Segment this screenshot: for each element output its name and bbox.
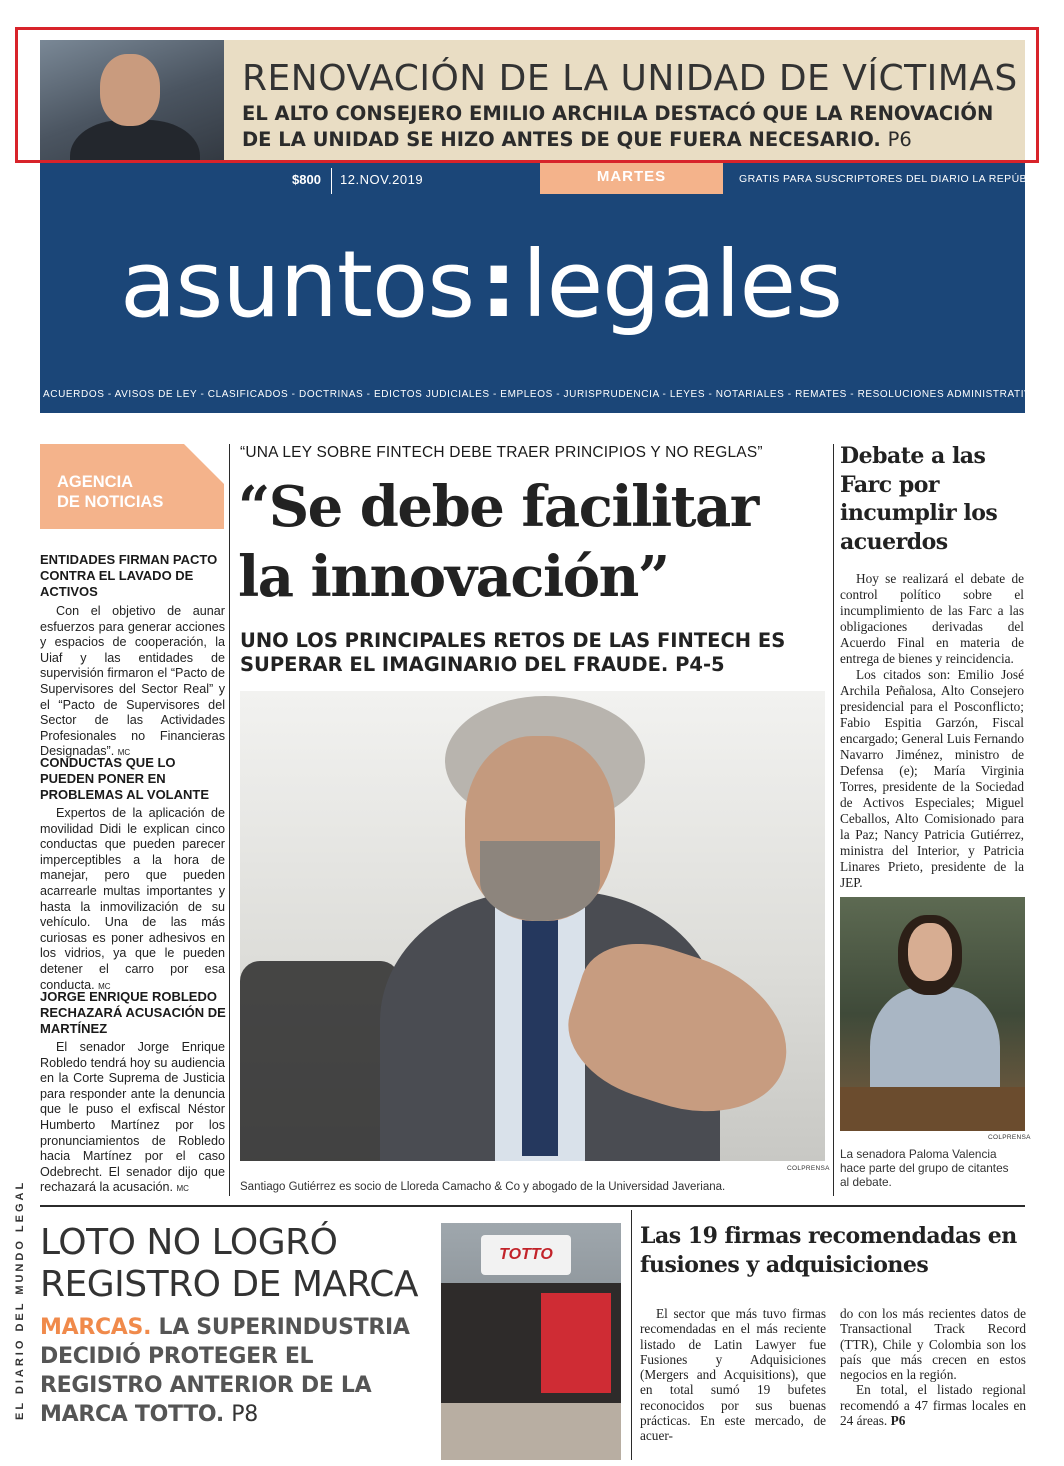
subscriber-note: GRATIS PARA SUSCRIPTORES DEL DIARIO LA REPÚBLICA: [739, 173, 1052, 185]
firms-paragraph: do con los más recientes datos de Transactional Track Record (TTR), Chile y Colombia son los país que más crecen en estos negocios en la región.: [840, 1306, 1026, 1383]
photo-credit: COLPRENSA: [988, 1134, 1031, 1141]
column-rule: [631, 1210, 632, 1460]
column-rule: [833, 444, 834, 1196]
loto-page-ref: P8: [231, 1402, 258, 1427]
agency-label: [57, 472, 207, 512]
logo-colon: :: [480, 231, 517, 338]
store-sign: TOTTO: [481, 1235, 571, 1275]
side-tagline: EL DIARIO DEL MUNDO LEGAL: [14, 1179, 26, 1420]
teaser-title[interactable]: RENOVACIÓN DE LA UNIDAD DE VÍCTIMAS: [242, 58, 1018, 99]
brief-signature: MC: [176, 1184, 189, 1194]
firms-headline[interactable]: Las 19 firmas recomendadas en fusiones y adquisiciones: [640, 1223, 1017, 1278]
lead-deck[interactable]: UNO LOS PRINCIPALES RETOS DE LAS FINTECH ES SUPERAR EL IMAGINARIO DEL FRAUDE. P4-5: [240, 629, 786, 676]
firms-page-ref: P6: [890, 1413, 906, 1429]
farc-headline[interactable]: Debate a las Farc por incumplir los acuerdos: [840, 443, 998, 555]
brief-headline[interactable]: CONDUCTAS QUE LO PUEDEN PONER EN PROBLEMAS AL VOLANTE: [40, 755, 210, 802]
weekday-badge: MARTES: [540, 163, 723, 194]
brief-body-text: El senador Jorge Enrique Robledo tendrá hoy su audiencia en la Corte Suprema de Justicia para responder ante la denuncia que le puso el exfiscal Néstor Humberto Martínez por los pronunciamientos de Robledo hacia Martínez por el caso Odebrecht. El senador dijo que rechazará la acusación.: [40, 1040, 225, 1195]
logo-word-asuntos: asuntos: [120, 231, 475, 338]
column-rule: [229, 444, 230, 1196]
farc-caption: La senadora Paloma Valencia hace parte del grupo de citantes al debate.: [840, 1147, 1009, 1189]
issue-date: 12.NOV.2019: [340, 172, 424, 187]
farc-paragraph: Los citados son: Emilio José Archila Peñalosa, Alto Consejero presidencial para el Posconflicto; Fabio Espitia Garzón, Fiscal encargado; General Luis Fernando Navarro Jiménez, ministro de Defensa (e); María Virginia Torres, presidente de la Sociedad de Activos Especiales; Miguel Ceballos, Alto Comisionado para la Paz; Nancy Patricia Gutiérrez, ministra del Interior, y Patricia Linares Prieto, presidente de la JEP.: [840, 667, 1024, 890]
teaser-page-ref[interactable]: P6: [887, 128, 912, 151]
firms-paragraph: [840, 1382, 1026, 1428]
brief-signature: MC: [98, 981, 111, 991]
brief-headline[interactable]: ENTIDADES FIRMAN PACTO CONTRA EL LAVADO DE ACTIVOS: [40, 552, 218, 599]
brief-body-text: Con el objetivo de aunar esfuerzos para generar acciones y espacios de cooperación, la Uiaf y las entidades de supervisión firmaron el “Pacto de Supervisores del Sector Real” y el “Pacto de Supervisores del Sector de las Actividades Profesionales no Financieras Designadas”.: [40, 604, 225, 759]
brief-body: [40, 1040, 225, 1197]
firms-paragraph-text: En total, el listado regional recomendó a 47 firmas locales en 24 áreas.: [840, 1382, 1026, 1429]
firms-column-2: [840, 1306, 1026, 1428]
loto-headline[interactable]: LOTO NO LOGRÓ REGISTRO DE MARCA: [40, 1222, 418, 1305]
highlight-frame: [15, 27, 1039, 163]
brief-signature: MC: [117, 748, 131, 758]
brief-headline[interactable]: JORGE ENRIQUE ROBLEDO RECHAZARÁ ACUSACIÓN DE MARTÍNEZ: [40, 989, 226, 1036]
brief-body-text: Expertos de la aplicación de movilidad Didi le explican cinco conductas que pueden parecer imperceptibles a la hora de manejar, pero que pueden acarrearle multas importantes y hasta la inmovilización de su vehículo. Una de las más curiosas es poner adhesivos en los vidrios, ya que le pueden detener el carro por esa conducta.: [40, 806, 225, 992]
photo-credit: COLPRENSA: [787, 1165, 830, 1172]
section-divider: [40, 1205, 1025, 1207]
loto-subhead-text: LA SUPERINDUSTRIA DECIDIÓ PROTEGER EL REGISTRO ANTERIOR DE LA MARCA TOTTO.: [40, 1315, 410, 1427]
teaser-subtitle-text: EL ALTO CONSEJERO EMILIO ARCHILA DESTACÓ QUE LA RENOVACIÓN DE LA UNIDAD SE HIZO ANTES DE QUE FUERA NECESARIO.: [242, 102, 994, 151]
agency-label-line2: DE NOTICIAS: [57, 493, 164, 511]
farc-paragraph: Hoy se realizará el debate de control político sobre el incumplimiento de las Farc a las obligaciones derivadas del Acuerdo Final en materia de entrega de bienes y reincidencia.: [840, 571, 1024, 666]
store-photo[interactable]: [441, 1223, 621, 1460]
agency-label-line1: AGENCIA: [57, 473, 134, 491]
brief-body: [40, 604, 225, 761]
logo-word-legales: legales: [522, 231, 843, 338]
lead-photo[interactable]: [240, 691, 825, 1161]
lead-kicker: “UNA LEY SOBRE FINTECH DEBE TRAER PRINCIPIOS Y NO REGLAS”: [240, 444, 763, 461]
price: $800: [292, 172, 321, 187]
lead-headline[interactable]: “Se debe facilitar la innovación”: [238, 474, 758, 610]
loto-tag: MARCAS.: [40, 1315, 152, 1340]
section-index[interactable]: ACUERDOS - AVISOS DE LEY - CLASIFICADOS - DOCTRINAS - EDICTOS JUDICIALES - EMPLEOS - JURISPRUDENCIA - LEYES - NOTARIALES - REMATES - RESOLUCIONES ADMINISTRATIVAS: [43, 389, 1046, 400]
loto-subhead[interactable]: [40, 1313, 440, 1429]
lead-caption: Santiago Gutiérrez es socio de Lloreda Camacho & Co y abogado de la Universidad Javeriana.: [240, 1181, 726, 1193]
divider: [331, 168, 332, 194]
brief-body: [40, 806, 225, 994]
masthead-logo[interactable]: [120, 230, 842, 340]
farc-photo[interactable]: [840, 897, 1025, 1131]
firms-column-1: El sector que más tuvo firmas recomendadas en el más reciente listado de Latin Lawyer fue Fusiones y Adquisiciones (Mergers and Acquisitions), que en total sumó 19 bufetes reconocidos por sus buenas prácticas. En este mercado, de acuer-: [640, 1306, 826, 1444]
